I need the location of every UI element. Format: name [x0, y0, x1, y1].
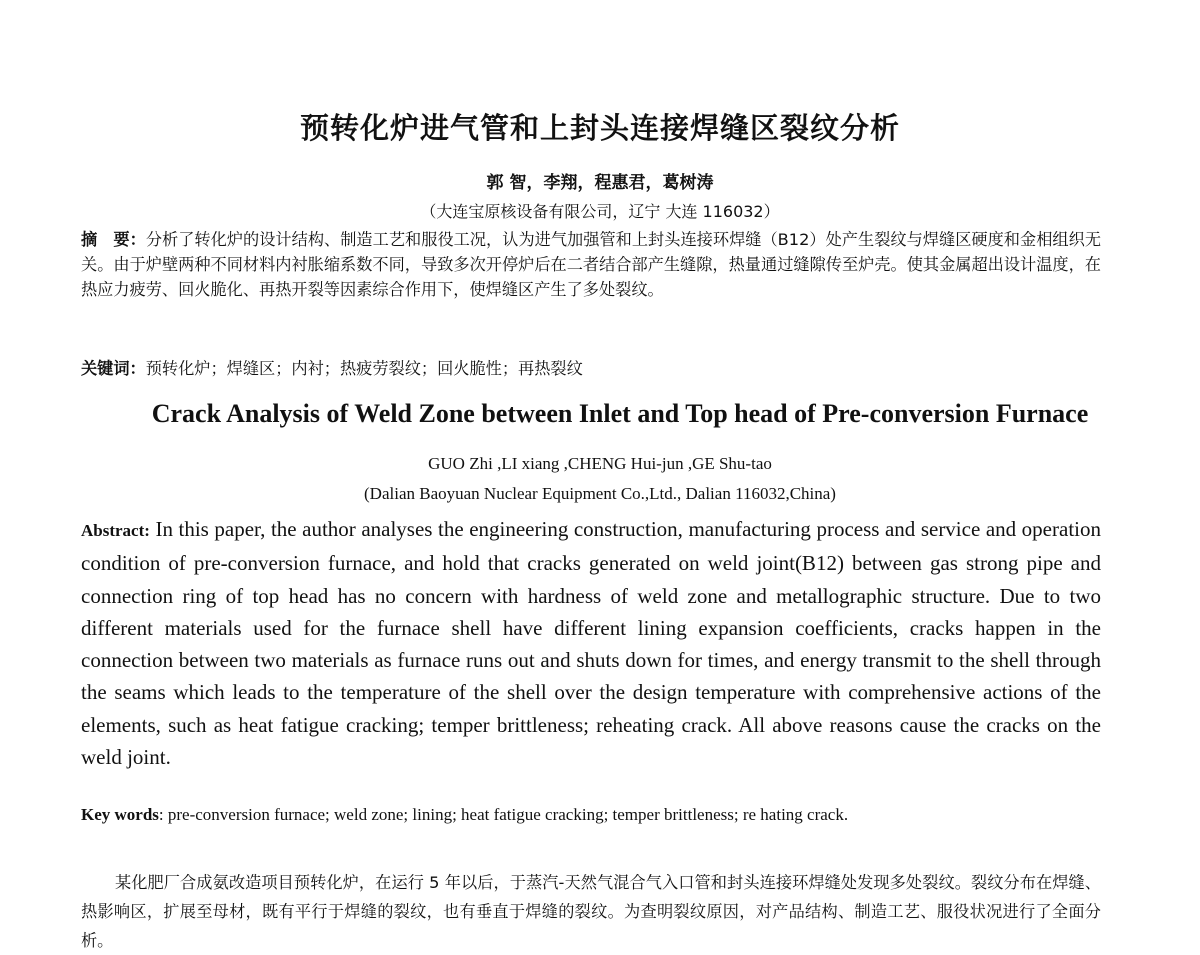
chinese-keywords-label: 关键词： [81, 359, 146, 378]
body-paragraph: 某化肥厂合成氨改造项目预转化炉，在运行 5 年以后，于蒸汽-天然气混合气入口管和封头连接环焊缝处发现多处裂纹。裂纹分布在焊缝、热影响区，扩展至母材，既有平行于焊缝的裂纹，也有垂直于焊缝的裂纹。为查明裂纹原因，对产品结构、制造工艺、服役状况进行了全面分析。 [81, 873, 1101, 950]
chinese-abstract-label: 摘 要： [81, 230, 146, 249]
english-keywords [81, 805, 1101, 825]
chinese-title: 预转化炉进气管和上封头连接焊缝区裂纹分析 [299, 111, 900, 145]
english-abstract-label: Abstract: [81, 521, 150, 540]
chinese-keywords-text: 预转化炉；焊缝区；内衬；热疲劳裂纹；回火脆性；再热裂纹 [145, 359, 583, 378]
chinese-authors: 郭 智，李翔，程惠君，葛树涛 [486, 173, 714, 193]
english-keywords-label: Key words [81, 805, 159, 824]
english-title: Crack Analysis of Weld Zone between Inlet and Top head of Pre-conversion Furnace [151, 399, 1089, 428]
english-authors: GUO Zhi ,LI xiang ,CHENG Hui-jun ,GE Shu-tao [428, 454, 772, 473]
chinese-abstract [81, 227, 1101, 302]
chinese-abstract-text: 分析了转化炉的设计结构、制造工艺和服役工况，认为进气加强管和上封头连接环焊缝（B12）处产生裂纹与焊缝区硬度和金相组织无关。由于炉壁两种不同材料内衬胀缩系数不同，导致多次开停炉后在二者结合部产生缝隙，热量通过缝隙传至炉壳。使其金属超出设计温度，在热应力疲劳、回火脆化、再热开裂等因素综合作用下，使焊缝区产生了多处裂纹。 [81, 230, 1102, 299]
english-keywords-text: : pre-conversion furnace; weld zone; lining; heat fatigue cracking; temper brittleness; re hating crack. [158, 805, 849, 824]
english-affiliation: (Dalian Baoyuan Nuclear Equipment Co.,Ltd., Dalian 116032,China) [364, 484, 836, 503]
chinese-keywords [81, 355, 1101, 379]
english-abstract [81, 513, 1101, 773]
chinese-affiliation: （大连宝原核设备有限公司，辽宁 大连 116032） [420, 202, 780, 221]
english-abstract-text: In this paper, the author analyses the engineering construction, manufacturing process and service and operation condition of pre-conversion furnace, and hold that cracks generated on weld joint(B12) between gas strong pipe and connection ring of top head has no concern with hardness of weld zone and metallographic structure. Due to two different materials used for the furnace shell have different lining expansion coefficients, cracks happen in the connection between two materials as furnace runs out and shuts down for times, and energy transmit to the shell through the seams which leads to the temperature of the shell over the design temperature with comprehensive actions of the elements, such as heat fatigue cracking; temper brittleness; reheating crack. All above reasons cause the cracks on the weld joint. [81, 517, 1101, 770]
